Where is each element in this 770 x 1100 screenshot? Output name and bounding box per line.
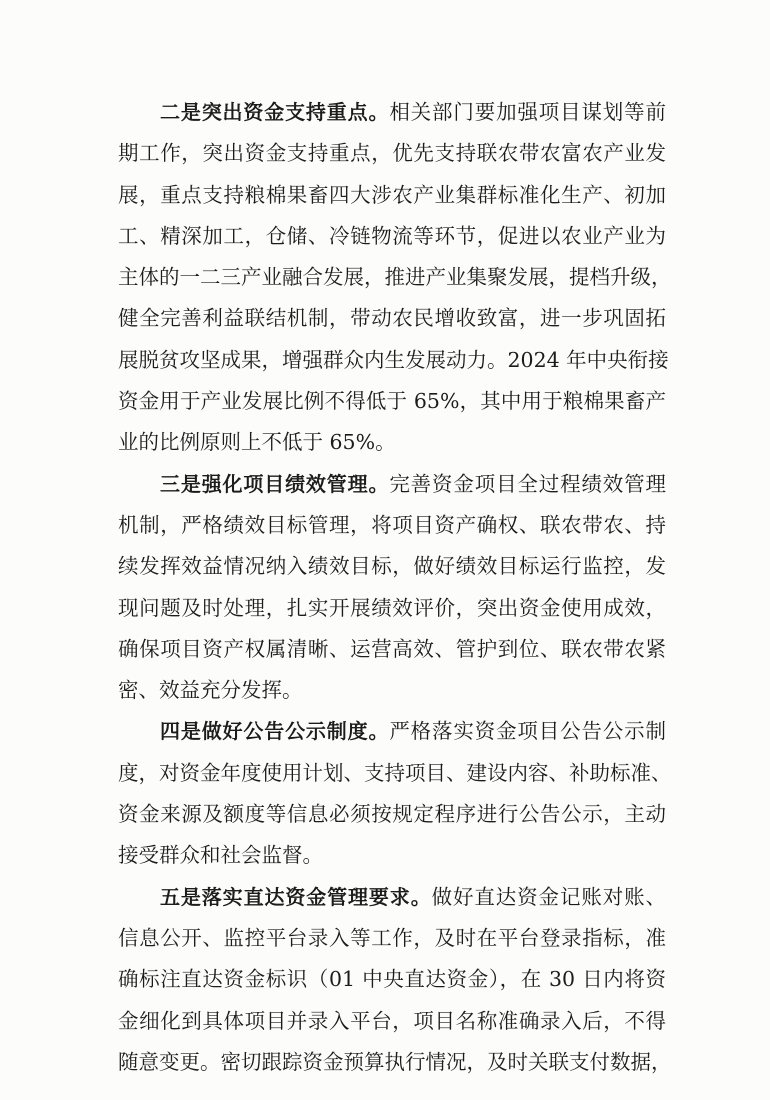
body-text xyxy=(118,92,672,1083)
paragraph-1-line-1 xyxy=(118,92,666,133)
paragraph-2-line-3: 续发挥效益情况纳入绩效目标，做好绩效目标运行监控，发 xyxy=(118,554,666,579)
paragraph-2-text: 完善资金项目全过程绩效管理 xyxy=(389,471,667,496)
paragraph-4-line-5: 随意变更。密切跟踪资金预算执行情况，及时关联支付数据， xyxy=(118,1049,672,1074)
paragraph-3-text: 严格落实资金项目公告公示制 xyxy=(389,719,667,744)
paragraph-3-line-3: 资金来源及额度等信息必须按规定程序进行公告公示，主动 xyxy=(118,802,666,827)
paragraph-3-line-2: 度，对资金年度使用计划、支持项目、建设内容、补助标准、 xyxy=(118,760,672,785)
paragraph-4-heading: 五是落实直达资金管理要求。 xyxy=(160,884,432,909)
paragraph-1-line-7: 展脱贫攻坚成果，增强群众内生发展动力。2024 年中央衔接 xyxy=(118,347,669,372)
paragraph-4-line-2: 信息公开、监控平台录入等工作，及时在平台登录指标，准 xyxy=(118,925,666,950)
paragraph-3-heading: 四是做好公告公示制度。 xyxy=(160,719,390,744)
paragraph-2-line-6: 密、效益充分发挥。 xyxy=(118,678,303,703)
paragraph-1-heading: 二是突出资金支持重点。 xyxy=(160,100,390,124)
paragraph-1-line-5: 主体的一二三产业融合发展，推进产业集聚发展，提档升级， xyxy=(118,265,672,290)
paragraph-4-text: 做好直达资金记账对账、 xyxy=(431,884,667,909)
paragraph-4-line-3: 确标注直达资金标识（01 中央直达资金），在 30 日内将资 xyxy=(118,967,666,992)
paragraph-1-line-3: 展，重点支持粮棉果畜四大涉农产业集群标准化生产、初加 xyxy=(118,182,666,207)
paragraph-2-line-4: 现问题及时处理，扎实开展绩效评价，突出资金使用成效， xyxy=(118,595,666,620)
paragraph-1-line-4: 工、精深加工，仓储、冷链物流等环节，促进以农业产业为 xyxy=(118,223,666,248)
paragraph-3-line-4: 接受群众和社会监督。 xyxy=(118,843,323,868)
paragraph-1-text: 相关部门要加强项目谋划等前 xyxy=(389,100,667,124)
paragraph-2-heading: 三是强化项目绩效管理。 xyxy=(160,471,390,496)
paragraph-1-line-8: 资金用于产业发展比例不得低于 65%，其中用于粮棉果畜产 xyxy=(118,389,666,414)
paragraph-1-line-9: 业的比例原则上不低于 65%。 xyxy=(118,430,396,455)
paragraph-4-line-1 xyxy=(118,877,666,918)
paragraph-1-line-2: 期工作，突出资金支持重点，优先支持联农带农富农产业发 xyxy=(118,141,666,166)
paragraph-2-line-1 xyxy=(118,464,666,505)
paragraph-3-line-1 xyxy=(118,711,666,752)
paragraph-2-line-2: 机制，严格绩效目标管理，将项目资产确权、联农带农、持 xyxy=(118,512,666,537)
paragraph-2-line-5: 确保项目资产权属清晰、运营高效、管护到位、联农带农紧 xyxy=(118,636,666,661)
paragraph-4-line-4: 金细化到具体项目并录入平台，项目名称准确录入后，不得 xyxy=(118,1008,666,1033)
paragraph-1-line-6: 健全完善利益联结机制，带动农民增收致富，进一步巩固拓 xyxy=(118,306,666,331)
